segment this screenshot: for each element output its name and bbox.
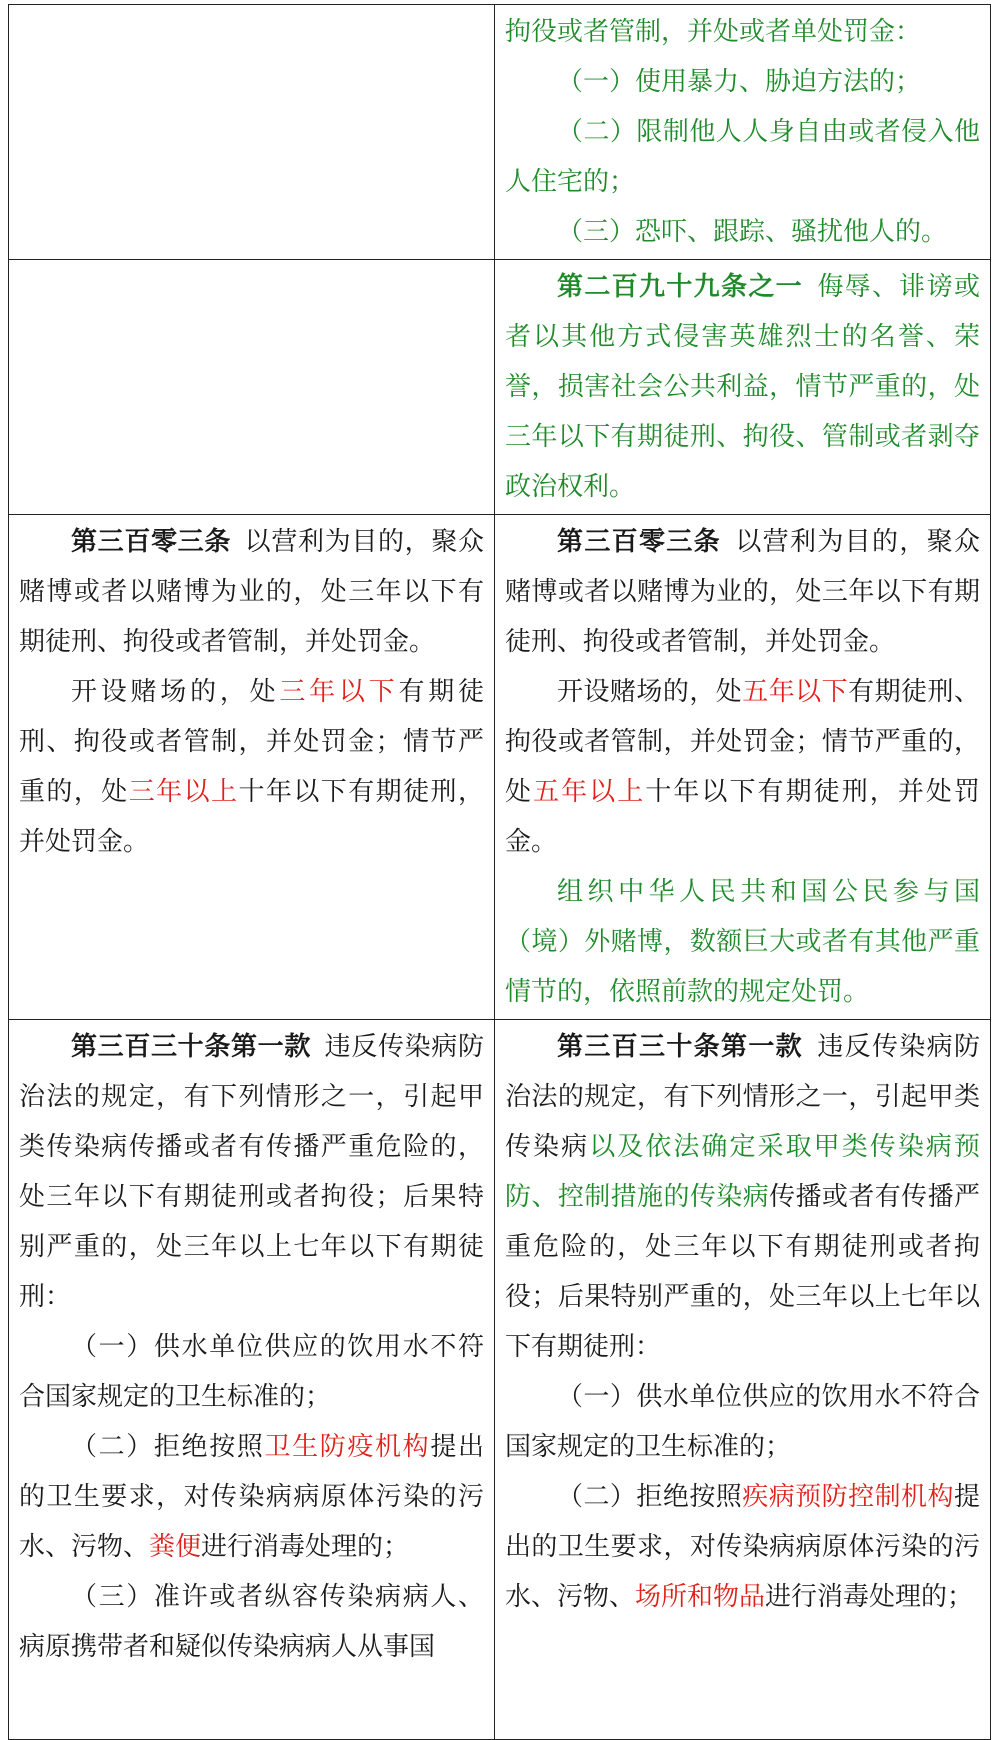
added-text: 以及依法确定采取甲类传染病预防、控制措施的传染病 [505, 1132, 980, 1212]
changed-text: 卫生防疫机构 [264, 1432, 431, 1462]
added-text: （一）使用暴力、胁迫方法的； [557, 67, 922, 97]
paragraph-text: 以营利为目的，聚众赌博或者以赌博为业的，处三年以下有期徒刑、拘役或者管制，并处罚金。 [19, 527, 484, 657]
paragraph-text: （二）拒绝按照 [557, 1482, 743, 1512]
article-paragraph [19, 667, 484, 867]
changed-text: 粪便 [149, 1532, 202, 1562]
article-paragraph [19, 1322, 484, 1422]
article-paragraph [505, 1372, 980, 1472]
old-text-cell [9, 1020, 495, 1740]
added-text: （三）恐吓、跟踪、骚扰他人的。 [557, 217, 948, 247]
article-heading: 第三百三十条第一款 [71, 1032, 311, 1062]
article-heading: 第三百零三条 [71, 527, 231, 557]
article-paragraph [505, 262, 980, 512]
paragraph-text: 开设赌场的，处 [557, 677, 743, 707]
comparison-row [9, 1020, 991, 1740]
changed-text: 三年以上 [128, 777, 239, 807]
new-text-cell [495, 5, 991, 260]
comparison-row [9, 5, 991, 260]
paragraph-text: 有期徒刑、拘役或者管制，并处罚金；情节严重的，处 [19, 677, 484, 807]
old-text-cell [9, 5, 495, 260]
added-article-heading: 第二百九十九条之一 [557, 272, 803, 302]
added-text: （二）限制他人人身自由或者侵入他人住宅的； [505, 117, 980, 197]
added-text: 侮辱、诽谤或者以其他方式侵害英雄烈士的名誉、荣誉，损害社会公共利益，情节严重的，处三年以下有期徒刑、拘役、管制或者剥夺政治权利。 [505, 272, 980, 502]
article-paragraph [505, 57, 980, 107]
paragraph-text: （二）拒绝按照 [71, 1432, 265, 1462]
paragraph-text: 以营利为目的，聚众赌博或者以赌博为业的，处三年以下有期徒刑、拘役或者管制，并处罚金。 [505, 527, 980, 657]
article-paragraph [505, 107, 980, 207]
article-paragraph [505, 867, 980, 1017]
comparison-table-body [9, 5, 991, 1740]
paragraph-text: 提出的卫生要求，对传染病病原体污染的污水、污物、 [19, 1432, 484, 1562]
comparison-row [9, 515, 991, 1020]
law-comparison-table [8, 4, 991, 1740]
article-paragraph [505, 517, 980, 667]
changed-text: 三年以下 [279, 677, 399, 707]
article-paragraph [505, 1472, 980, 1622]
changed-text: 五年以下 [742, 677, 849, 707]
new-text-cell [495, 1020, 991, 1740]
article-heading: 第三百三十条第一款 [557, 1032, 803, 1062]
paragraph-text: 十年以下有期徒刑，并处罚金。 [19, 777, 484, 857]
paragraph-text: （一）供水单位供应的饮用水不符合国家规定的卫生标准的； [19, 1332, 484, 1412]
changed-text: 场所和物品 [635, 1582, 766, 1612]
new-text-cell [495, 515, 991, 1020]
paragraph-text: 十年以下有期徒刑，并处罚金。 [505, 777, 980, 857]
changed-text: 疾病预防控制机构 [742, 1482, 954, 1512]
article-paragraph [505, 207, 980, 257]
new-text-cell [495, 260, 991, 515]
paragraph-text: 有期徒刑、拘役或者管制，并处罚金；情节严重的，处 [505, 677, 980, 807]
article-heading: 第三百零三条 [557, 527, 721, 557]
added-text: 拘役或者管制，并处或者单处罚金： [505, 17, 922, 47]
old-text-cell [9, 515, 495, 1020]
paragraph-text: 开设赌场的，处 [71, 677, 280, 707]
paragraph-text: （一）供水单位供应的饮用水不符合国家规定的卫生标准的； [505, 1382, 980, 1462]
changed-text: 五年以上 [533, 777, 646, 807]
paragraph-text: 违反传染病防治法的规定，有下列情形之一，引起甲类传染病 [505, 1032, 980, 1162]
comparison-row [9, 260, 991, 515]
article-paragraph [19, 1022, 484, 1322]
paragraph-text: 提出的卫生要求，对传染病病原体污染的污水、污物、 [505, 1482, 980, 1612]
added-text: 组织中华人民共和国公民参与国（境）外赌博，数额巨大或者有其他严重情节的，依照前款的规定处罚。 [505, 877, 980, 1007]
paragraph-text: 传播或者有传播严重危险的，处三年以下有期徒刑或者拘役；后果特别严重的，处三年以上七年以下有期徒刑： [505, 1182, 980, 1362]
article-paragraph [505, 7, 980, 57]
paragraph-text: （三）准许或者纵容传染病病人、病原携带者和疑似传染病病人从事国 [19, 1582, 484, 1662]
old-text-cell [9, 260, 495, 515]
paragraph-text: 违反传染病防治法的规定，有下列情形之一，引起甲类传染病传播或者有传播严重危险的，处三年以下有期徒刑或者拘役；后果特别严重的，处三年以上七年以下有期徒刑： [19, 1032, 484, 1312]
paragraph-text: 进行消毒处理的； [201, 1532, 410, 1562]
article-paragraph [19, 1422, 484, 1572]
article-paragraph [19, 1572, 484, 1672]
article-paragraph [505, 667, 980, 867]
article-paragraph [505, 1022, 980, 1372]
paragraph-text: 进行消毒处理的； [765, 1582, 974, 1612]
article-paragraph [19, 517, 484, 667]
